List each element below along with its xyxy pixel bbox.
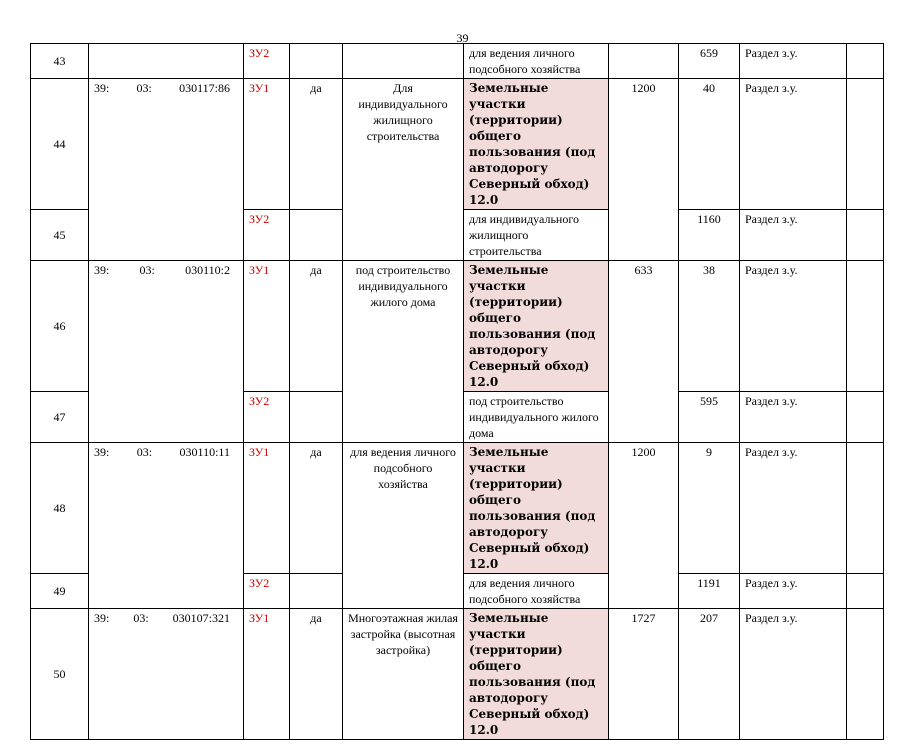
empty-cell bbox=[847, 79, 884, 210]
plot-code: ЗУ2 bbox=[244, 392, 290, 443]
current-use: под строительство индивидуального жилого дома bbox=[343, 261, 464, 443]
plot-code: ЗУ2 bbox=[244, 44, 290, 79]
cadastral-number bbox=[89, 44, 244, 79]
empty-cell bbox=[847, 210, 884, 261]
cadastral-district: 03: bbox=[133, 611, 149, 625]
action: Раздел з.у. bbox=[740, 261, 847, 392]
yes-cell bbox=[290, 210, 343, 261]
action: Раздел з.у. bbox=[740, 574, 847, 609]
cadastral-region: 39: bbox=[94, 611, 110, 625]
table-row bbox=[31, 443, 884, 574]
plot-code: ЗУ2 bbox=[244, 574, 290, 609]
current-use: Многоэтажная жилая застройка (высотная застройка) bbox=[343, 609, 464, 740]
part-area: 1191 bbox=[679, 574, 740, 609]
yes-cell: да bbox=[290, 443, 343, 574]
cadastral-block: 030110:2 bbox=[185, 263, 230, 277]
cadastral-district: 03: bbox=[136, 81, 152, 95]
part-area: 659 bbox=[679, 44, 740, 79]
empty-cell bbox=[847, 574, 884, 609]
row-number: 49 bbox=[31, 574, 89, 609]
new-use: Земельные участки (территории) общего пользования (под автодорогу Северный обход) 12.0 bbox=[464, 261, 609, 392]
total-area: 1200 bbox=[609, 79, 679, 261]
cadastral-region: 39: bbox=[94, 263, 110, 277]
row-number: 45 bbox=[31, 210, 89, 261]
row-number: 43 bbox=[31, 44, 89, 79]
plot-code: ЗУ1 bbox=[244, 609, 290, 740]
table-row bbox=[31, 609, 884, 740]
yes-cell: да bbox=[290, 79, 343, 210]
action: Раздел з.у. bbox=[740, 609, 847, 740]
cadastral-region: 39: bbox=[94, 445, 110, 459]
land-plot-table bbox=[30, 43, 884, 740]
total-area: 1727 bbox=[609, 609, 679, 740]
part-area: 40 bbox=[679, 79, 740, 210]
new-use: Земельные участки (территории) общего пользования (под автодорогу Северный обход) 12.0 bbox=[464, 609, 609, 740]
yes-cell bbox=[290, 44, 343, 79]
empty-cell bbox=[847, 443, 884, 574]
empty-cell bbox=[847, 392, 884, 443]
part-area: 38 bbox=[679, 261, 740, 392]
cadastral-district: 03: bbox=[136, 445, 153, 459]
total-area bbox=[609, 44, 679, 79]
plot-code: ЗУ1 bbox=[244, 79, 290, 210]
yes-cell bbox=[290, 392, 343, 443]
yes-cell bbox=[290, 574, 343, 609]
row-number: 50 bbox=[31, 609, 89, 740]
current-use: Для индивидуального жилищного строительства bbox=[343, 79, 464, 261]
new-use: Земельные участки (территории) общего пользования (под автодорогу Северный обход) 12.0 bbox=[464, 79, 609, 210]
action: Раздел з.у. bbox=[740, 392, 847, 443]
empty-cell bbox=[847, 44, 884, 79]
table-row bbox=[31, 261, 884, 392]
page-number: 39 bbox=[456, 31, 469, 45]
action: Раздел з.у. bbox=[740, 443, 847, 574]
action: Раздел з.у. bbox=[740, 44, 847, 79]
new-use: Земельные участки (территории) общего пользования (под автодорогу Северный обход) 12.0 bbox=[464, 443, 609, 574]
part-area: 1160 bbox=[679, 210, 740, 261]
cadastral-number bbox=[89, 443, 244, 609]
plot-code: ЗУ1 bbox=[244, 261, 290, 392]
new-use: для ведения личного подсобного хозяйства bbox=[464, 44, 609, 79]
cadastral-block: 030107:321 bbox=[172, 611, 230, 625]
row-number: 47 bbox=[31, 392, 89, 443]
empty-cell bbox=[847, 609, 884, 740]
part-area: 207 bbox=[679, 609, 740, 740]
total-area: 1200 bbox=[609, 443, 679, 609]
row-number: 48 bbox=[31, 443, 89, 574]
part-area: 9 bbox=[679, 443, 740, 574]
new-use: для ведения личного подсобного хозяйства bbox=[464, 574, 609, 609]
action: Раздел з.у. bbox=[740, 210, 847, 261]
total-area: 633 bbox=[609, 261, 679, 443]
row-number: 46 bbox=[31, 261, 89, 392]
cadastral-number bbox=[89, 261, 244, 443]
row-number: 44 bbox=[31, 79, 89, 210]
table-row bbox=[31, 44, 884, 79]
cadastral-block: 030117:86 bbox=[179, 81, 230, 95]
current-use: для ведения личного подсобного хозяйства bbox=[343, 443, 464, 609]
current-use bbox=[343, 44, 464, 79]
new-use: под строительство индивидуального жилого дома bbox=[464, 392, 609, 443]
yes-cell: да bbox=[290, 609, 343, 740]
cadastral-number bbox=[89, 609, 244, 740]
cadastral-region: 39: bbox=[94, 81, 110, 95]
yes-cell: да bbox=[290, 261, 343, 392]
plot-code: ЗУ2 bbox=[244, 210, 290, 261]
cadastral-block: 030110:11 bbox=[179, 445, 230, 459]
plot-code: ЗУ1 bbox=[244, 443, 290, 574]
empty-cell bbox=[847, 261, 884, 392]
new-use: для индивидуального жилищного строительства bbox=[464, 210, 609, 261]
table-row bbox=[31, 79, 884, 210]
action: Раздел з.у. bbox=[740, 79, 847, 210]
part-area: 595 bbox=[679, 392, 740, 443]
cadastral-district: 03: bbox=[139, 263, 155, 277]
cadastral-number bbox=[89, 79, 244, 261]
